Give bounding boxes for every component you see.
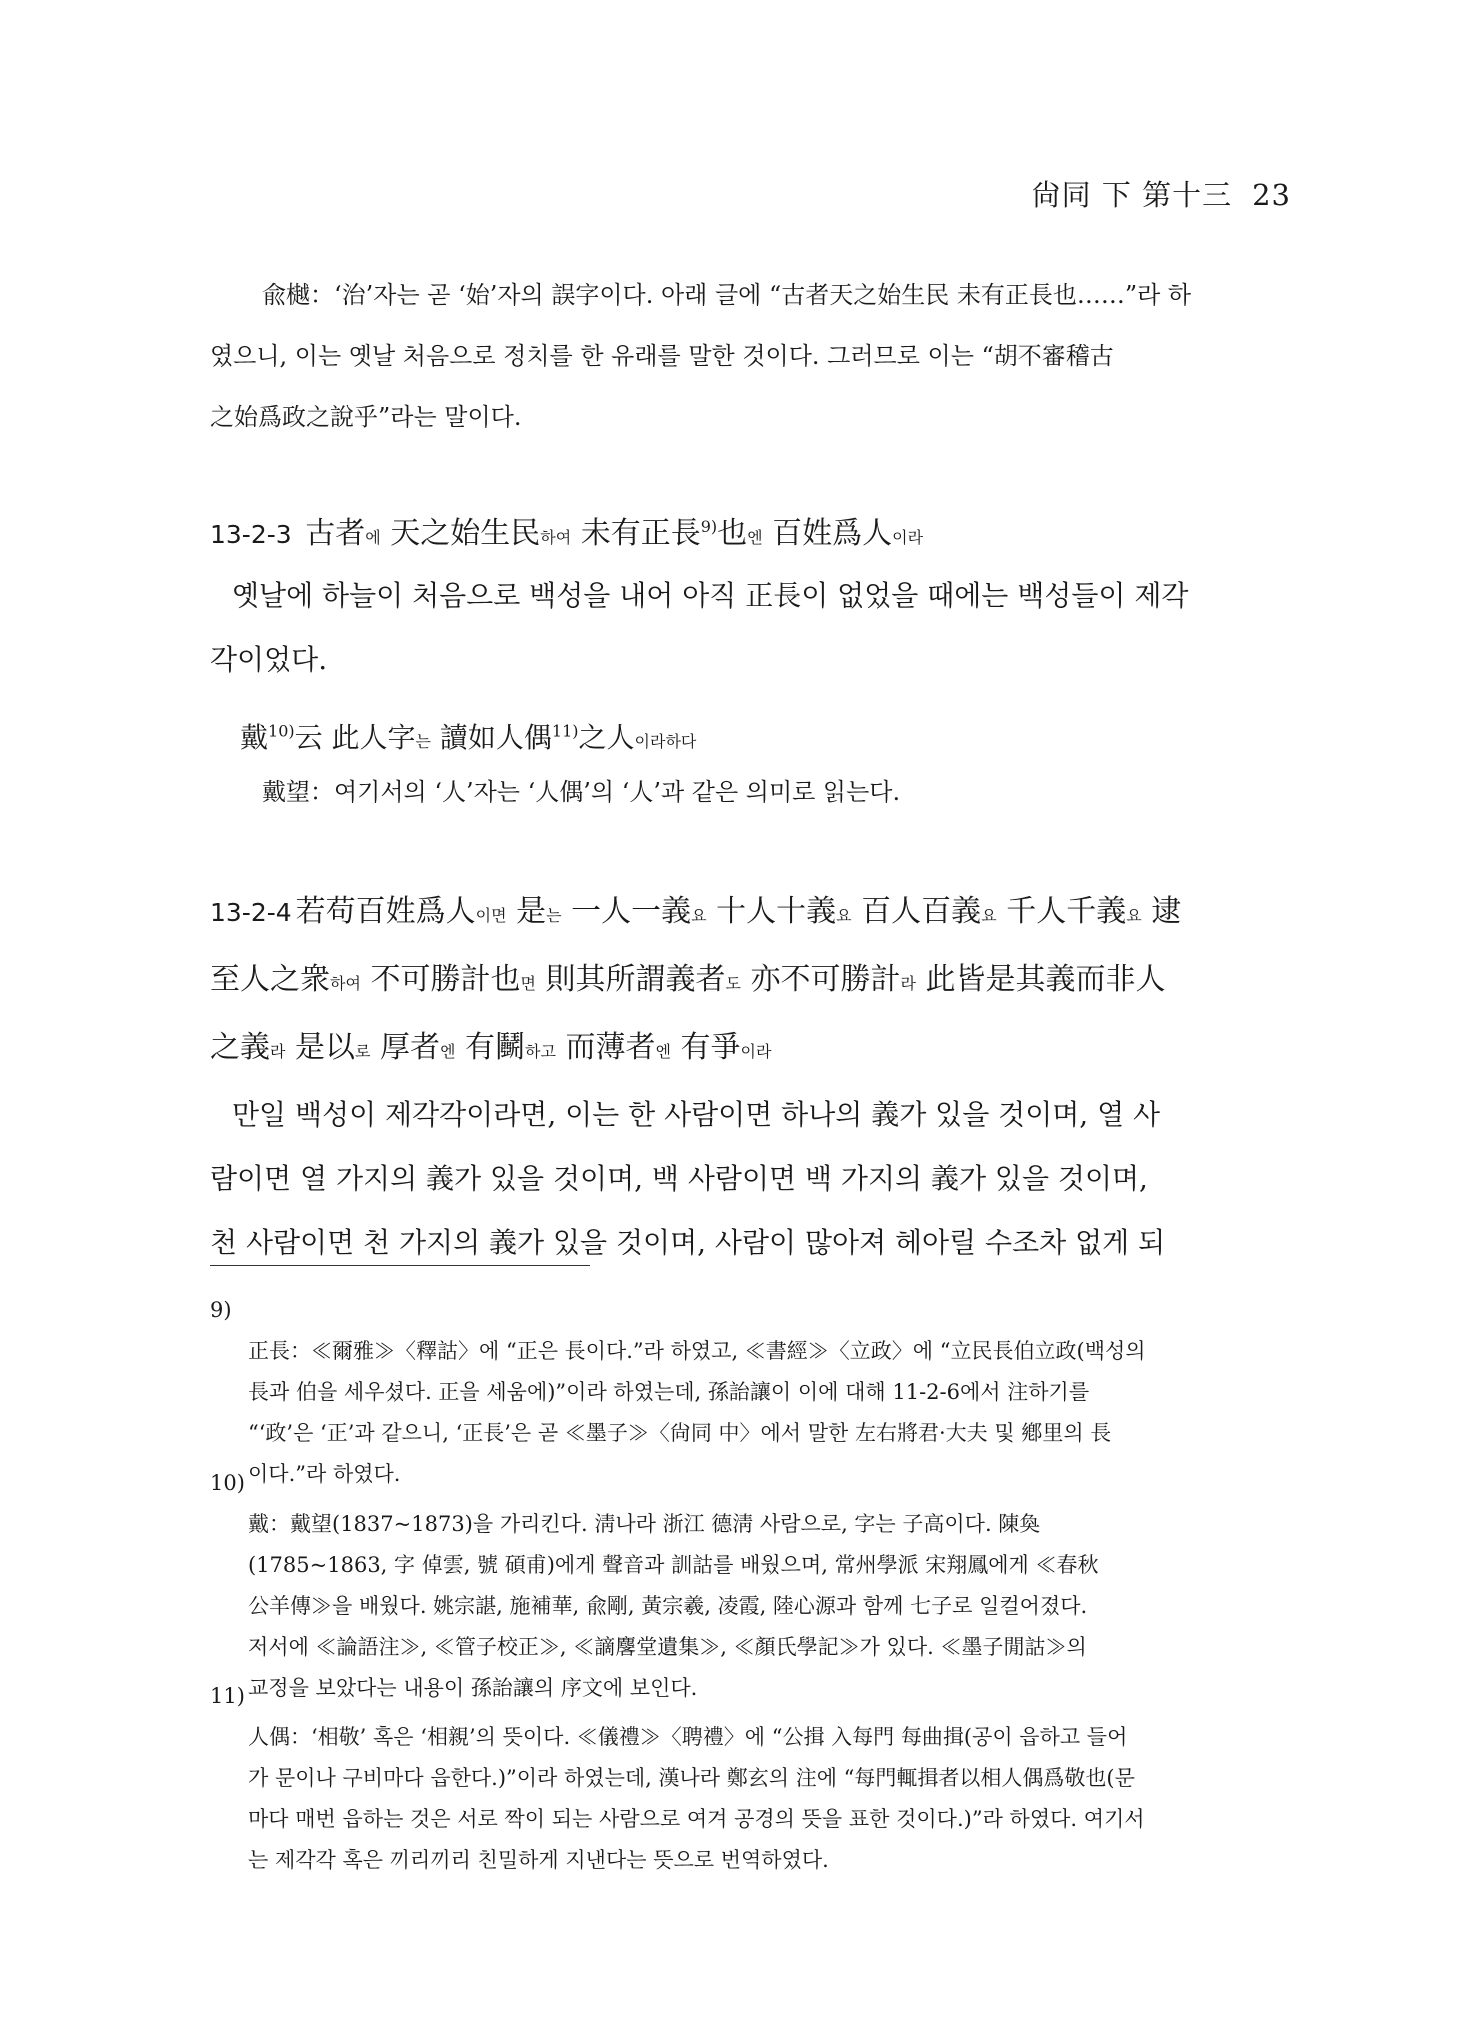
hanja-text: 是 [506,894,547,929]
footnote-line: 교정을 보았다는 내용이 孫詒讓의 序文에 보인다. [248,1676,698,1700]
particle-text: 라 [270,1042,286,1061]
footnote-line: “‘政’은 ‘正’과 같으니, ‘正長’은 곧 ≪墨子≫〈尙同 中〉에서 말한 左右將君·大夫 및 鄕里의 長 [248,1421,1112,1445]
hanja-text: 讀如人偶 [431,721,552,755]
hanja-text: 是以 [285,1030,356,1065]
hanja-text: 未有正長 [571,516,701,551]
particle-text: 는 [546,906,562,925]
hanja-text: 厚者 [370,1030,441,1065]
footnote-10: 10) 戴：戴望(1837~1873)을 가리킨다. 淸나라 浙江 德淸 사람으로, 字는 子高이다. 陳奐 (1785~1863, 字 倬雲, 號 碩甫)에게 聲音과 訓詁를 배웠으며, 常州學派 宋翔鳳에게 ≪春秋 公羊傳≫을 배웠다. 姚宗諶, 施補華, 兪剛, 黃宗羲, 凌霞, 陸心源과 함께 七子로 일컬어졌다. 저서에 ≪論語注≫, ≪管子校正≫, ≪謫麐堂遺集≫, ≪顏氏學記≫가 있다. ≪墨子閒詁≫의 교정을 보았다는 내용이 孫詒讓의 序文에 보인다. [210,1463,1295,1709]
hanja-text: 千人千義 [996,894,1127,929]
hanja-text: 之人 [578,721,635,755]
translation-line: 람이면 열 가지의 義가 있을 것이며, 백 사람이면 백 가지의 義가 있을 것이며, [210,1162,1148,1195]
commentary-line: 兪樾：‘治’자는 곧 ‘始’자의 誤字이다. 아래 글에 “古者天之始生民 未有正長也……”라 하 [262,281,1192,309]
footnote-divider [210,1265,590,1266]
particle-text: 하고 [525,1042,556,1061]
original-text [305,516,923,551]
particle-text: 요 [691,906,707,925]
hanja-text: 之義 [210,1030,270,1065]
commentary-line: 였으니, 이는 옛날 처음으로 정치를 한 유래를 말한 것이다. 그러므로 이는 “胡不審稽古 [210,342,1114,370]
section-number: 13-2-3 [210,520,292,549]
commentary-yu-yue [210,265,1295,448]
footnote-9: 9) 正長：≪爾雅≫〈釋詁〉에 “正은 長이다.”라 하였고, ≪書經≫〈立政〉에 “立民長伯立政(백성의 長과 伯을 세우셨다. 正을 세움에)”이라 하였는데, 孫詒讓이 이에 대해 11-2-6에서 注하기를 “‘政’은 ‘正’과 같으니, ‘正長’은 곧 ≪墨子≫〈尙同 中〉에서 말한 左右將君·大夫 및 鄕里의 長 이다.”라 하였다. [210,1290,1295,1495]
particle-text: 엔 [655,1042,671,1061]
original-line [210,948,1295,1016]
original-line [210,1016,1295,1084]
hanja-text: 古者 [305,516,366,551]
hanja-text: 而薄者 [555,1030,656,1065]
hanja-text: 十人十義 [706,894,837,929]
commentary-line: 之始爲政之說乎”라는 말이다. [210,403,522,431]
hanja-text: 一人一義 [561,894,692,929]
hanja-text: 百姓爲人 [762,516,893,551]
footnote-line: 가 문이나 구비마다 읍한다.)”이라 하였는데, 漢나라 鄭玄의 注에 “每門輒揖者以相人偶爲敬也(문 [248,1766,1135,1790]
particle-text: 는 [415,732,431,752]
footnote-line: 長과 伯을 세우셨다. 正을 세움에)”이라 하였는데, 孫詒讓이 이에 대해 11-2-6에서 注하기를 [248,1380,1090,1404]
particle-text: 이라하다 [634,732,697,752]
hanja-text: 天之始生民 [380,516,541,551]
footnote-line: 公羊傳≫을 배웠다. 姚宗諶, 施補華, 兪剛, 黃宗羲, 凌霞, 陸心源과 함께 七子로 일컬어졌다. [248,1594,1088,1618]
page-number: 23 [1252,178,1291,212]
particle-text: 이면 [475,906,507,925]
translation-line: 천 사람이면 천 가지의 義가 있을 것이며, 사람이 많아져 헤아릴 수조차 없게 되 [210,1226,1166,1259]
footnote-line: 이다.”라 하였다. [248,1462,401,1486]
particle-text: 이라 [740,1042,772,1061]
section-13-2-3-translation [210,564,1295,692]
hanja-text: 亦不可勝計 [740,962,901,997]
footnote-line: 저서에 ≪論語注≫, ≪管子校正≫, ≪謫麐堂遺集≫, ≪顏氏學記≫가 있다. ≪墨子閒詁≫의 [248,1635,1087,1659]
particle-text: 하여 [540,528,572,547]
hanja-text: 戴 [240,721,269,755]
particle-text: 하여 [330,974,361,993]
footnote-line: 人偶：‘相敬’ 혹은 ‘相親’의 뜻이다. ≪儀禮≫〈聘禮〉에 “公揖 入每門 每曲揖(공이 읍하고 들어 [248,1725,1128,1749]
particle-text: 면 [520,974,536,993]
footnote-line: (1785~1863, 字 倬雲, 號 碩甫)에게 聲音과 訓詁를 배웠으며, 常州學派 宋翔鳳에게 ≪春秋 [248,1553,1099,1577]
commentary-dai-wang: 戴望：여기서의 ‘人’자는 ‘人偶’의 ‘人’과 같은 의미로 읽는다. [262,778,901,806]
footnote-line: 正長：≪爾雅≫〈釋詁〉에 “正은 長이다.”라 하였고, ≪書經≫〈立政〉에 “立民長伯立政(백성의 [248,1339,1146,1363]
particle-text: 요 [836,906,852,925]
hanja-text: 逮 [1141,894,1182,929]
hanja-text: 此皆是其義而非人 [915,962,1166,997]
footnote-line: 마다 매번 읍하는 것은 서로 짝이 되는 사람으로 여겨 공경의 뜻을 표한 것이다.)”라 하였다. 여기서 [248,1807,1145,1831]
section-number: 13-2-4 [210,898,292,927]
footnote-ref[interactable]: 10) [268,722,295,741]
hanja-text: 至人之衆 [210,962,330,997]
translation-line: 만일 백성이 제각각이라면, 이는 한 사람이면 하나의 義가 있을 것이며, 열 사 [232,1098,1161,1131]
hanja-text: 也 [717,516,748,551]
translation-line: 옛날에 하늘이 처음으로 백성을 내어 아직 正長이 없었을 때에는 백성들이 제각 [232,579,1189,612]
particle-text: 엔 [440,1042,456,1061]
particle-text: 엔 [747,528,763,547]
particle-text: 도 [725,974,741,993]
section-13-2-4-translation [210,1083,1295,1275]
footnote-ref[interactable]: 11) [551,722,579,741]
hanja-text: 百人百義 [851,894,982,929]
hanja-text: 若苟百姓爲人 [295,894,476,929]
particle-text: 라 [900,974,916,993]
particle-text: 요 [981,906,997,925]
hanja-text: 不可勝計也 [360,962,521,997]
hanja-text: 云 此人字 [294,721,416,755]
translation-line: 각이었다. [210,643,328,676]
section-13-2-4-original [210,880,1295,1084]
particle-text: 로 [355,1042,371,1061]
particle-text: 이라 [892,528,924,547]
original-line [210,880,1295,948]
running-header [1032,173,1291,214]
hanja-text: 則其所謂義者 [535,962,726,997]
hanja-text: 有鬭 [455,1030,526,1065]
footnote-ref[interactable]: 9) [700,517,718,536]
footnote-11: 11) 人偶：‘相敬’ 혹은 ‘相親’의 뜻이다. ≪儀禮≫〈聘禮〉에 “公揖 入每門 每曲揖(공이 읍하고 들어 가 문이나 구비마다 읍한다.)”이라 하였는데, 漢나라 鄭玄의 注에 “每門輒揖者以相人偶爲敬也(문 마다 매번 읍하는 것은 서로 짝이 되는 사람으로 여겨 공경의 뜻을 표한 것이다.)”라 하였다. 여기서 는 제각각 혹은 끼리끼리 친밀하게 지낸다는 뜻으로 번역하였다. [210,1676,1295,1881]
particle-text: 에 [365,528,381,547]
running-title: 尙同 下 第十三 [1031,178,1233,212]
hanja-text: 有爭 [670,1030,741,1065]
particle-text: 요 [1126,906,1142,925]
section-13-2-3-original [210,495,1295,570]
note-text [240,721,696,754]
footnote-line: 戴：戴望(1837~1873)을 가리킨다. 淸나라 浙江 德淸 사람으로, 字는 子高이다. 陳奐 [248,1512,1041,1536]
footnote-line: 는 제각각 혹은 끼리끼리 친밀하게 지낸다는 뜻으로 번역하였다. [248,1848,829,1872]
